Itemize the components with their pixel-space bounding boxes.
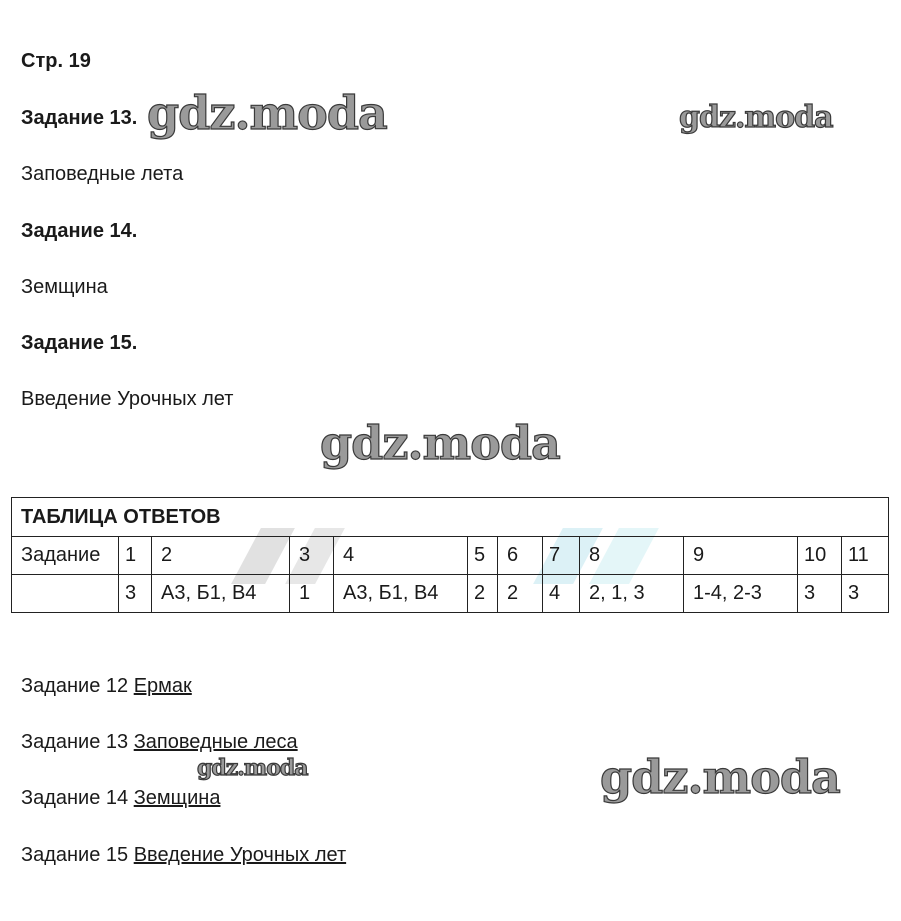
task14-answer: Земщина [21,276,108,298]
answer-link[interactable]: Введение Урочных лет [133,844,347,866]
table-cell: 2 [468,575,498,613]
table-cell: 3 [842,575,889,613]
watermark-logo: gdz.moda [197,755,308,781]
task13-answer: Заповедные лета [21,163,184,185]
table-cell [12,575,119,613]
table-cell: 2, 1, 3 [580,575,684,613]
table-cell: А3, Б1, В4 [152,575,290,613]
answer-link[interactable]: Заповедные леса [133,731,298,753]
table-cell: А3, Б1, В4 [334,575,468,613]
table-title: ТАБЛИЦА ОТВЕТОВ [12,498,889,537]
table-cell: 1-4, 2-3 [684,575,798,613]
table-cell: 5 [468,537,498,575]
table-cell: 2 [152,537,290,575]
summary-label: Задание 13 [21,731,129,753]
summary-item [21,731,298,754]
summary-label: Задание 12 [21,675,129,697]
task14-heading: Задание 14. [21,220,138,242]
page-label: Стр. 19 [21,50,91,72]
task15-answer: Введение Урочных лет [21,388,234,410]
table-cell: 3 [119,575,152,613]
table-cell: 9 [684,537,798,575]
summary-item [21,844,346,867]
table-cell: 4 [543,575,580,613]
table-cell: 6 [498,537,543,575]
answer-link[interactable]: Земщина [133,787,221,809]
summary-item [21,787,220,810]
table-cell: 1 [119,537,152,575]
watermark-logo: gdz.moda [147,86,387,140]
task15-heading: Задание 15. [21,332,138,354]
table-row [12,575,889,613]
table-row [12,537,889,575]
table-cell: 2 [498,575,543,613]
table-cell: 3 [290,537,334,575]
table-cell: 11 [842,537,889,575]
answers-table [11,497,889,613]
watermark-logo: gdz.moda [679,100,833,135]
table-cell: 7 [543,537,580,575]
summary-item [21,675,192,698]
watermark-logo: gdz.moda [320,416,560,470]
table-cell: 1 [290,575,334,613]
task13-heading: Задание 13. [21,107,138,129]
row-label: Задание [12,537,119,575]
table-cell: 10 [798,537,842,575]
table-cell: 8 [580,537,684,575]
table-cell: 3 [798,575,842,613]
table-title-row [12,498,889,537]
summary-label: Задание 14 [21,787,129,809]
table-cell: 4 [334,537,468,575]
answer-link[interactable]: Ермак [133,675,192,697]
watermark-logo: gdz.moda [600,750,840,804]
summary-label: Задание 15 [21,844,129,866]
